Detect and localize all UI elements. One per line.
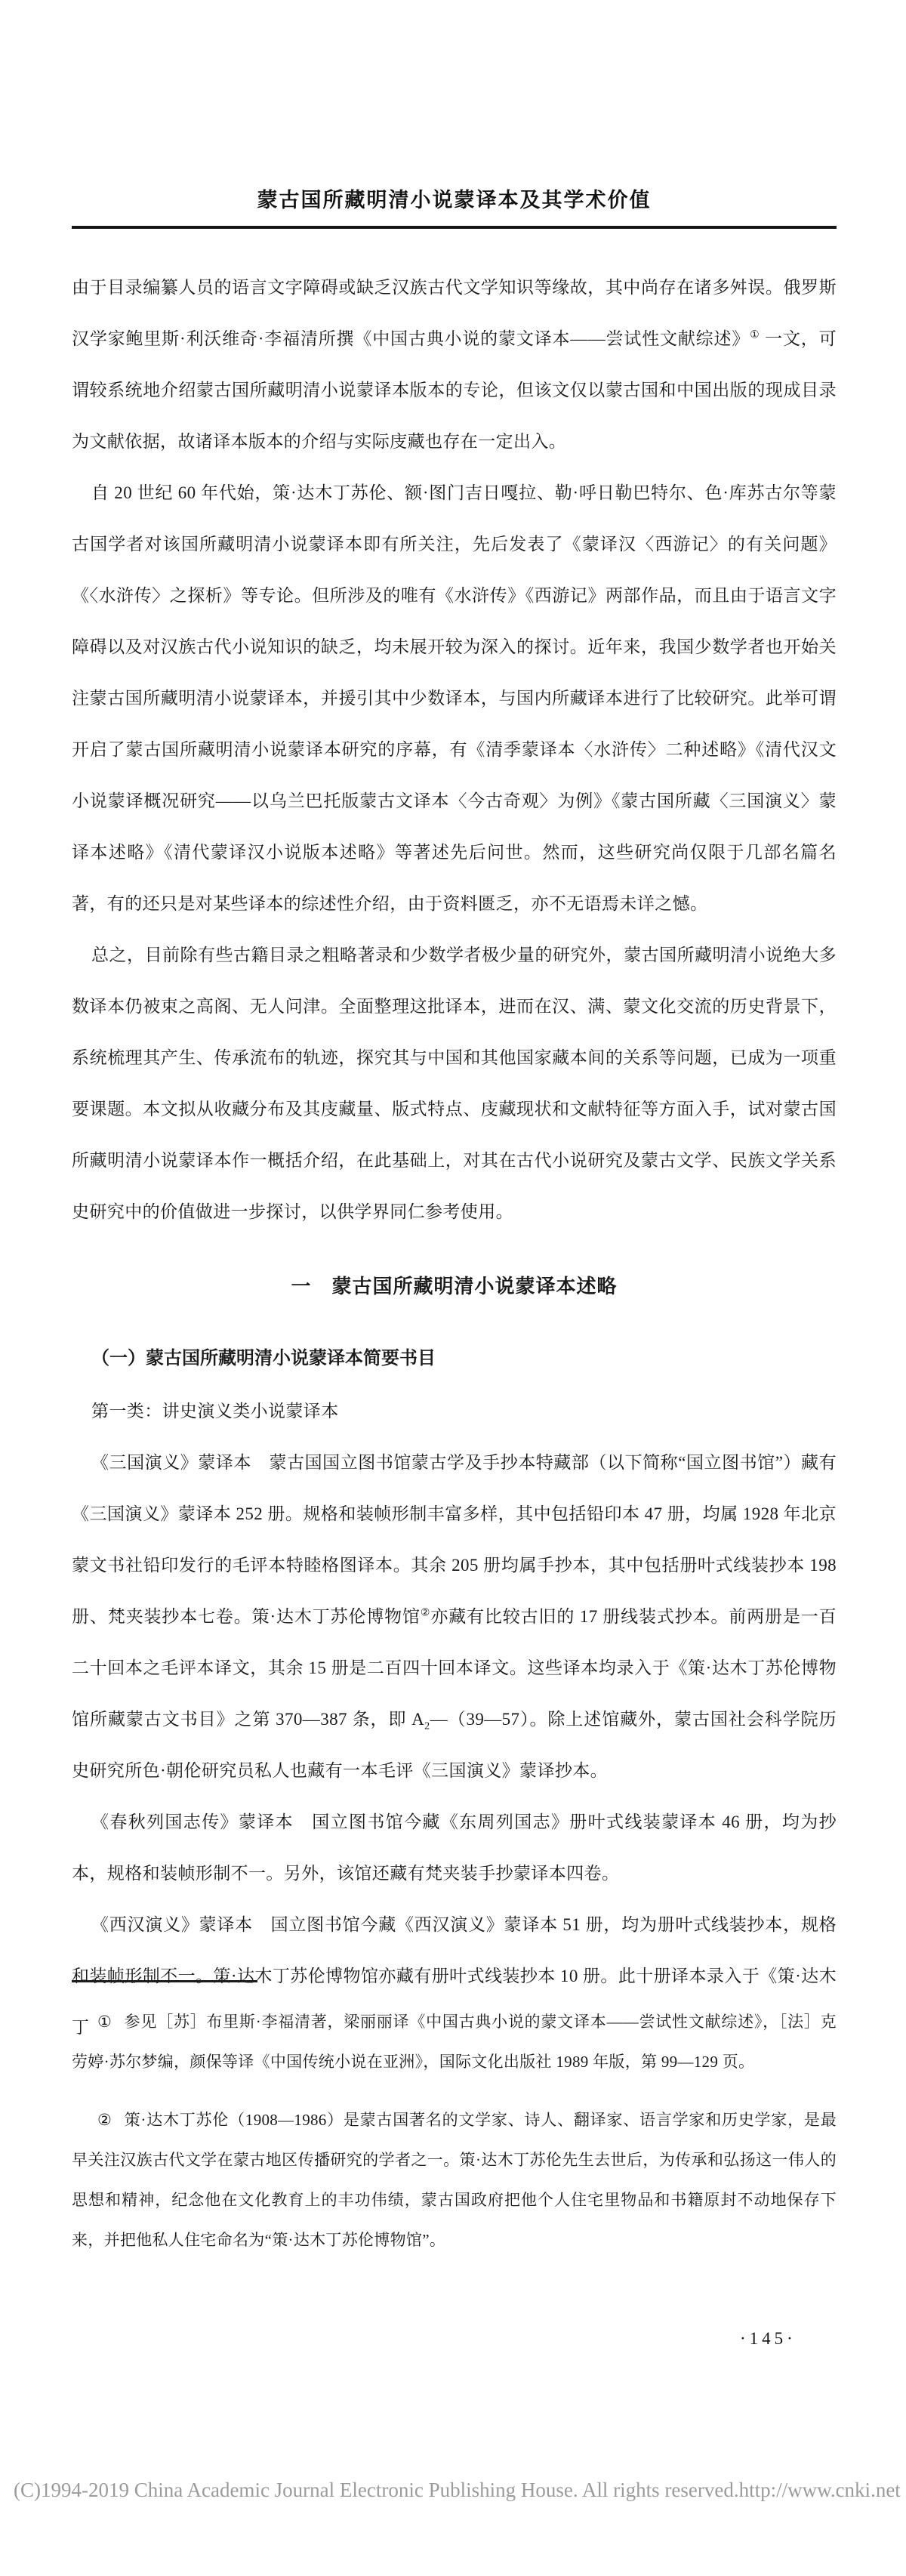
category-1-label: 第一类：讲史演义类小说蒙译本 xyxy=(91,1402,339,1421)
footnote-1-marker: ① xyxy=(97,2013,112,2031)
footnote-1-text: 参见［苏］布里斯·李福清著，梁丽丽译《中国古典小说的蒙文译本——尝试性文献综述》，［法］克劳婷·苏尔梦编，颜保等译《中国传统小说在亚洲》，国际文化出版社 1989 年版，第 99—129 页。 xyxy=(72,2013,837,2071)
paragraph-text-segment: —（39—57）。除上述馆藏外，蒙古国社会科学院历史研究所色·朝伦研究员私人也藏有一本毛评《三国演义》蒙译抄本。 xyxy=(72,1710,837,1780)
paragraph-intro-1 xyxy=(72,262,837,467)
copyright-text: (C)1994-2019 China Academic Journal Electronic Publishing House. All rights reserved. xyxy=(14,2479,739,2501)
footnote-2 xyxy=(72,2100,837,2260)
catalog-index-subscript: 2 xyxy=(424,1720,430,1732)
footnote-block xyxy=(72,1980,837,2260)
footnote-2-text: 策·达木丁苏伦（1908—1986）是蒙古国著名的文学家、诗人、翻译家、语言学家和历史学家，是最早关注汉族古代文学在蒙古地区传播研究的学者之一。策·达木丁苏伦先生去世后，为传承和弘扬这一伟人的思想和精神，纪念他在文化教育上的丰功伟绩，蒙古国政府把他个人住宅里物品和书籍原封不动地保存下来，并把他私人住宅命名为“策·达木丁苏伦博物馆”。 xyxy=(72,2111,837,2249)
article-body xyxy=(72,262,837,2053)
subsection-1-1-heading: （一）蒙古国所藏明清小说蒙译本简要书目 xyxy=(91,1349,436,1368)
paragraph-text-segment: 由于目录编纂人员的语言文字障碍或缺乏汉族古代文学知识等缘故，其中尚存在诸多舛误。俄罗斯汉学家鲍里斯·利沃维奇·李福清所撰《中国古典小说的蒙文译本——尝试性文献综述》 xyxy=(72,278,837,348)
paragraph-text-segment: 一文，可谓较系统地介绍蒙古国所藏明清小说蒙译本版本的专论，但该文仅以蒙古国和中国出版的现成目录为文献依据，故诸译本版本的介绍与实际庋藏也存在一定出入。 xyxy=(72,329,837,451)
cnki-copyright-watermark xyxy=(14,2479,901,2502)
paragraph-text-segment: 《三国演义》蒙译本 蒙古国国立图书馆蒙古学及手抄本特藏部（以下简称“国立图书馆”）藏有《三国演义》蒙译本 252 册。规格和装帧形制丰富多样，其中包括铅印本 47 册，均属 1928 年北京蒙文书社铅印发行的毛评本特睦格图译本。其余 205 册均属手抄本，其中包括册叶式线装抄本 198 册、梵夹装抄本七卷。策·达木丁苏伦博物馆 xyxy=(72,1453,837,1626)
header-rule xyxy=(72,226,837,229)
book-entry-chunqiu-lieguo: 《春秋列国志传》蒙译本 国立图书馆今藏《东周列国志》册叶式线装蒙译本 46 册，均为抄本，规格和装帧形制不一。另外，该馆还藏有梵夹装手抄蒙译本四卷。 xyxy=(72,1812,837,1883)
paragraph-intro-2: 自 20 世纪 60 年代始，策·达木丁苏伦、额·图门吉日嘎拉、勒·呼日勒巴特尔、色·库苏古尔等蒙古国学者对该国所藏明清小说蒙译本即有所关注，先后发表了《蒙译汉〈西游记〉的有关问题》《〈水浒传〉之探析》等专论。但所涉及的唯有《水浒传》《西游记》两部作品，而且由于语言文字障碍以及对汉族古代小说知识的缺乏，均未展开较为深入的探讨。近年来，我国少数学者也开始关注蒙古国所藏明清小说蒙译本，并援引其中少数译本，与国内所藏译本进行了比较研究。此举可谓开启了蒙古国所藏明清小说蒙译本研究的序幕，有《清季蒙译本〈水浒传〉二种述略》《清代汉文小说蒙译概况研究——以乌兰巴托版蒙古文译本〈今古奇观〉为例》《蒙古国所藏〈三国演义〉蒙译本述略》《清代蒙译汉小说版本述略》等著述先后问世。然而，这些研究尚仅限于几部名篇名著，有的还只是对某些译本的综述性介绍，由于资料匮乏，亦不无语焉未详之憾。 xyxy=(72,483,837,913)
footnote-1 xyxy=(72,2002,837,2082)
footnote-ref-2: ② xyxy=(420,1607,431,1619)
running-head-title: 蒙古国所藏明清小说蒙译本及其学术价值 xyxy=(257,189,652,211)
footnote-ref-1: ① xyxy=(750,329,760,341)
page-content-column xyxy=(72,0,837,2053)
paragraph-text-segment: 亦藏有比较古旧的 17 册线装式抄本。前两册是一百二十回本之毛评本译文，其余 15 册是二百四十回本译文。这些译本均录入于《策·达木丁苏伦博物馆所藏蒙古文书目》之第 370—387 条，即 A xyxy=(72,1607,837,1729)
section-1-heading: 一 蒙古国所藏明清小说蒙译本述略 xyxy=(291,1276,618,1297)
paragraph-intro-3: 总之，目前除有些古籍目录之粗略著录和少数学者极少量的研究外，蒙古国所藏明清小说绝大多数译本仍被束之高阁、无人问津。全面整理这批译本，进而在汉、满、蒙文化交流的历史背景下，系统梳理其产生、传承流布的轨迹，探究其与中国和其他国家藏本间的关系等问题，已成为一项重要课题。本文拟从收藏分布及其庋藏量、版式特点、庋藏现状和文献特征等方面入手，试对蒙古国所藏明清小说蒙译本作一概括介绍，在此基础上，对其在古代小说研究及蒙古文学、民族文学关系史研究中的价值做进一步探讨，以供学界同仁参考使用。 xyxy=(72,946,837,1221)
page-number: ·145· xyxy=(740,2329,797,2348)
book-entry-sanguoyanyi xyxy=(72,1437,837,1797)
footnote-2-marker: ② xyxy=(97,2111,112,2129)
cnki-url: http://www.cnki.net xyxy=(738,2479,901,2501)
book-entry-xihan-yanyi: 《西汉演义》蒙译本 国立图书馆今藏《西汉演义》蒙译本 51 册，均为册叶式线装抄本，规格和装帧形制不一。策·达木丁苏伦博物馆亦藏有册叶式线装抄本 10 册。此十册译本录入于《策·达木丁 xyxy=(72,1915,837,2037)
footnote-divider xyxy=(72,1980,257,1982)
